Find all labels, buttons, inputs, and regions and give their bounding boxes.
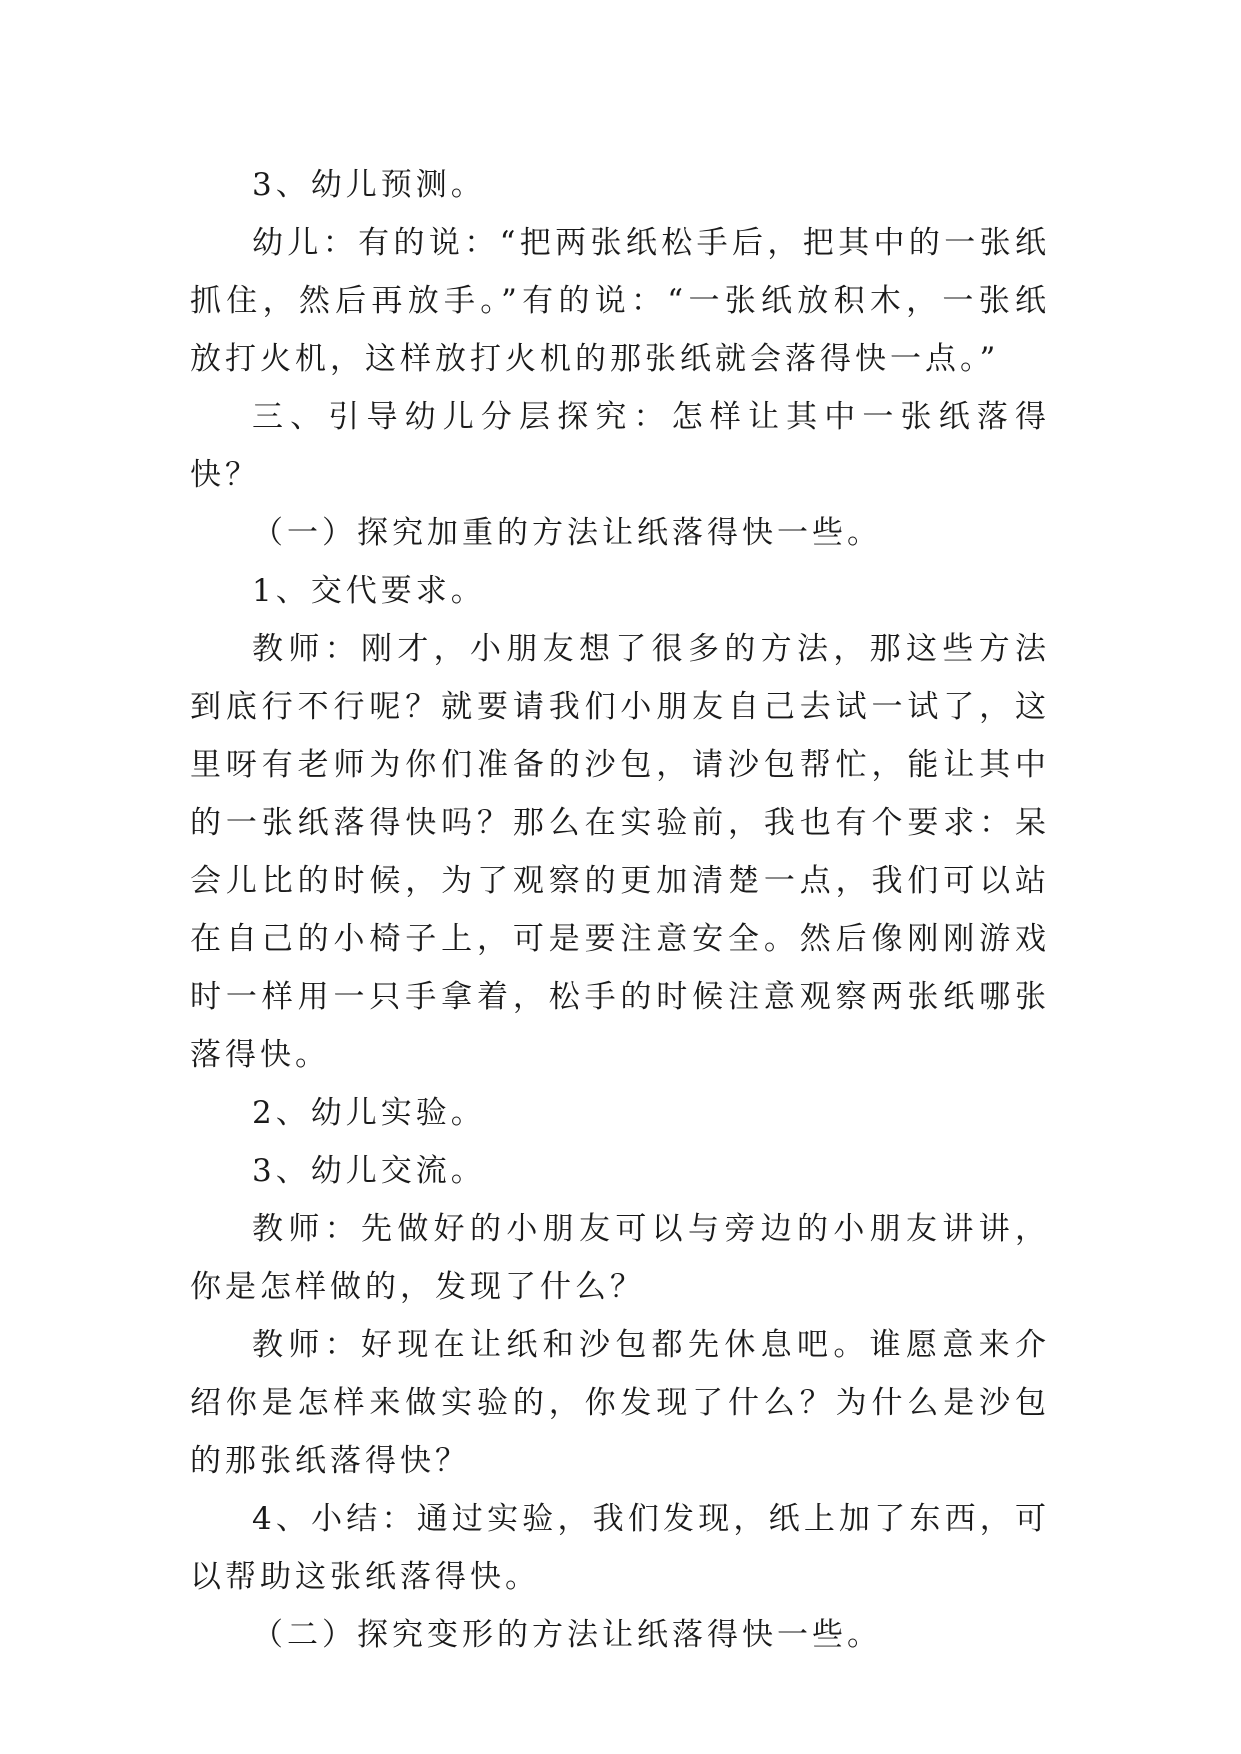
paragraph-exchange-heading: 3、幼儿交流。 xyxy=(252,1153,486,1189)
document-body xyxy=(190,156,1050,1664)
paragraph-experiment-heading: 2、幼儿实验。 xyxy=(252,1095,486,1131)
paragraph-section-three-heading: 三、引导幼儿分层探究：怎样让其中一张纸落得快？ xyxy=(190,399,1050,493)
paragraph-prediction-heading: 3、幼儿预测。 xyxy=(252,167,486,203)
paragraph-children-answers: 幼儿：有的说：“把两张纸松手后，把其中的一张纸抓住，然后再放手。”有的说：“一张纸放积木，一张纸放打火机，这样放打火机的那张纸就会落得快一点。” xyxy=(190,225,1050,377)
paragraph-teacher-instructions: 教师：刚才，小朋友想了很多的方法，那这些方法到底行不行呢？就要请我们小朋友自己去试一试了，这里呀有老师为你们准备的沙包，请沙包帮忙，能让其中的一张纸落得快吗？那么在实验前，我也有个要求：呆会儿比的时候，为了观察的更加清楚一点，我们可以站在自己的小椅子上，可是要注意安全。然后像刚刚游戏时一样用一只手拿着，松手的时候注意观察两张纸哪张落得快。 xyxy=(190,631,1050,1073)
paragraph-summary: 4、小结：通过实验，我们发现，纸上加了东西，可以帮助这张纸落得快。 xyxy=(190,1501,1050,1595)
paragraph-subsection-one-heading: （一）探究加重的方法让纸落得快一些。 xyxy=(252,515,882,551)
paragraph-teacher-discussion: 教师：先做好的小朋友可以与旁边的小朋友讲讲，你是怎样做的，发现了什么？ xyxy=(190,1211,1050,1305)
paragraph-subsection-two-heading: （二）探究变形的方法让纸落得快一些。 xyxy=(252,1617,882,1653)
paragraph-teacher-questions: 教师：好现在让纸和沙包都先休息吧。谁愿意来介绍你是怎样来做实验的，你发现了什么？为什么是沙包的那张纸落得快？ xyxy=(190,1327,1050,1479)
paragraph-requirements-heading: 1、交代要求。 xyxy=(252,573,486,609)
